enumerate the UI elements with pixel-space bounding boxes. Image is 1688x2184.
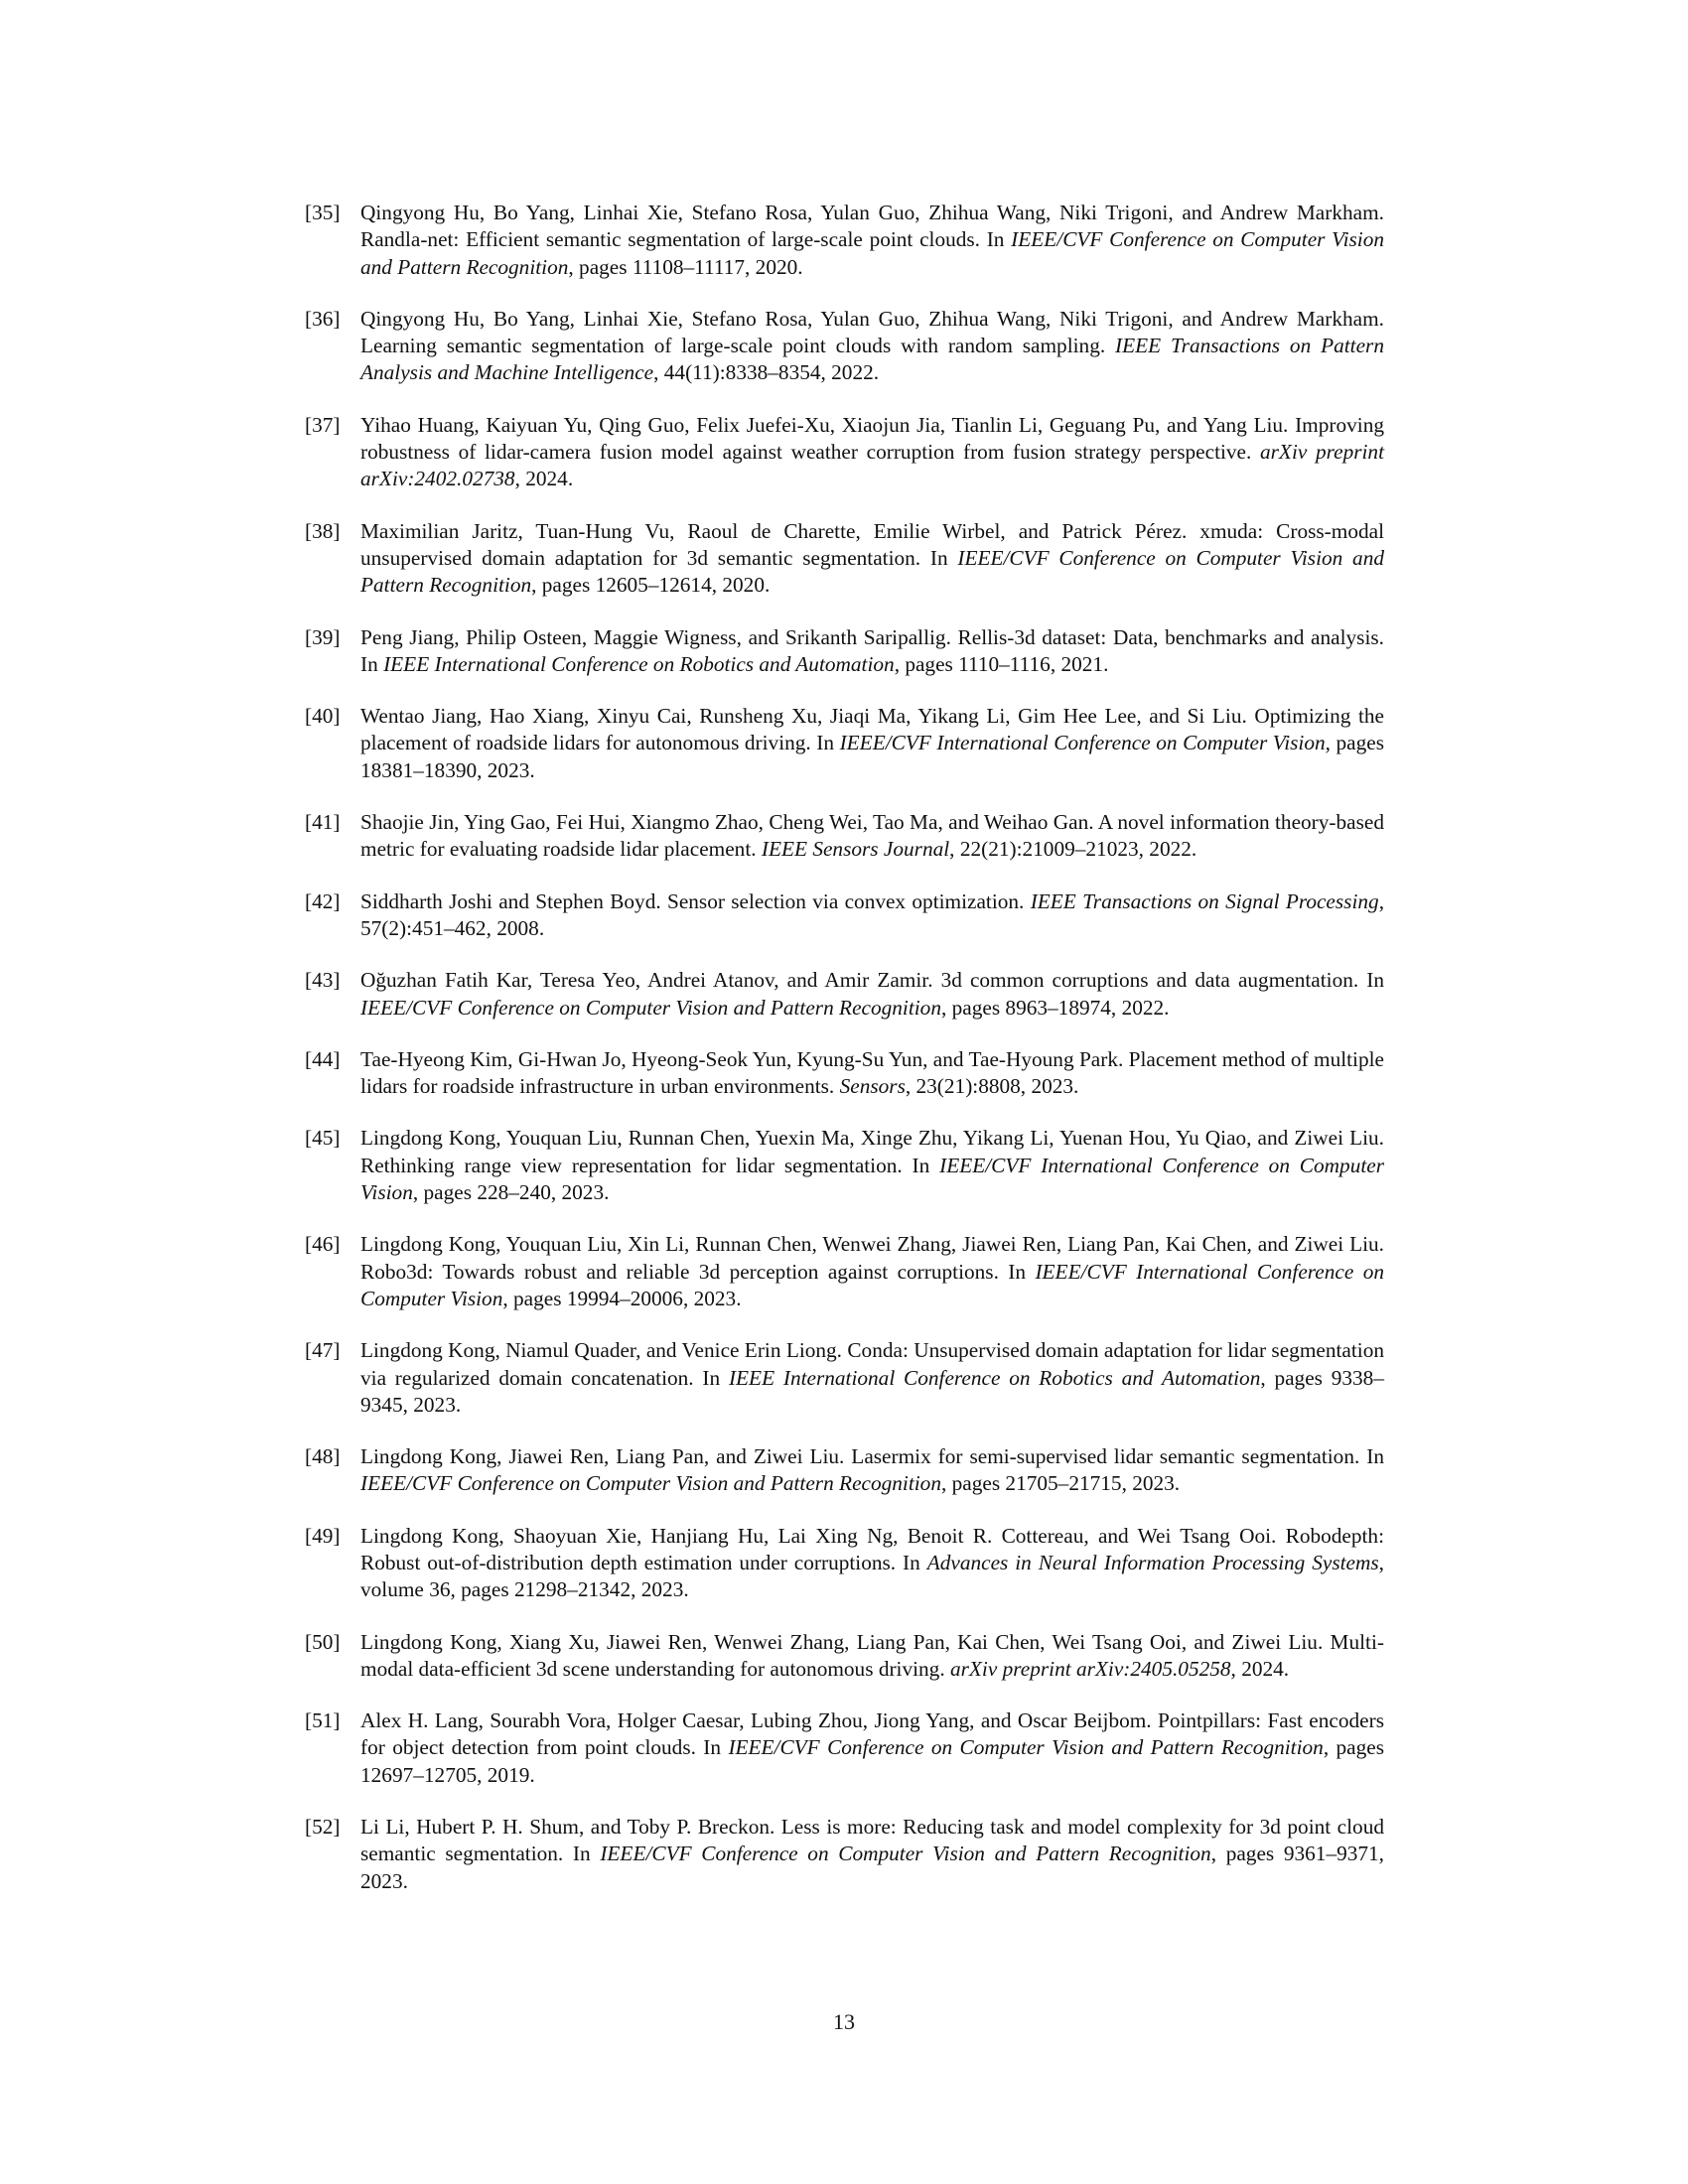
reference-tail: , 44(11):8338–8354, 2022. bbox=[653, 360, 880, 385]
reference-number: [43] bbox=[305, 968, 341, 993]
reference-venue: IEEE/CVF Conference on Computer Vision and Pattern Recognition bbox=[360, 545, 1384, 598]
reference-entry bbox=[305, 1125, 1384, 1206]
reference-text: Tae-Hyeong Kim, Gi-Hwan Jo, Hyeong-Seok Yun, Kyung-Su Yun, and Tae-Hyoung Park. Placement method of multiple lidars for roadside infrastructure in urban environments. bbox=[360, 1046, 1384, 1099]
reference-number: [36] bbox=[305, 306, 341, 331]
reference-venue: IEEE Sensors Journal bbox=[761, 837, 950, 862]
reference-tail: , pages 21705–21715, 2023. bbox=[940, 1471, 1181, 1496]
reference-entry bbox=[305, 1814, 1384, 1895]
reference-venue: arXiv preprint arXiv:2405.05258 bbox=[949, 1656, 1231, 1681]
reference-number: [48] bbox=[305, 1444, 341, 1469]
reference-venue: Advances in Neural Information Processing Systems bbox=[926, 1550, 1379, 1574]
reference-text: Lingdong Kong, Niamul Quader, and Venice Erin Liong. Conda: Unsupervised domain adaptation for lidar segmentation via regularized domain concatenation. In bbox=[360, 1338, 1384, 1390]
reference-number: [50] bbox=[305, 1629, 341, 1654]
reference-text: Lingdong Kong, Jiawei Ren, Liang Pan, and Ziwei Liu. Lasermix for semi-supervised lidar semantic segmentation. In bbox=[360, 1444, 1384, 1469]
reference-number: [37] bbox=[305, 412, 341, 437]
reference-text: Qingyong Hu, Bo Yang, Linhai Xie, Stefano Rosa, Yulan Guo, Zhihua Wang, Niki Trigoni, and Andrew Markham. Learning semantic segmentation of large-scale point clouds with random sampling. bbox=[360, 306, 1384, 358]
reference-number: [35] bbox=[305, 201, 341, 224]
reference-entry bbox=[305, 1231, 1384, 1312]
reference-venue: IEEE International Conference on Robotics and Automation bbox=[728, 1365, 1261, 1390]
reference-text: Shaojie Jin, Ying Gao, Fei Hui, Xiangmo Zhao, Cheng Wei, Tao Ma, and Weihao Gan. A novel information theory-based metric for evaluating roadside lidar placement. bbox=[360, 810, 1384, 862]
reference-tail: , 57(2):451–462, 2008. bbox=[360, 888, 1385, 940]
reference-text: Wentao Jiang, Hao Xiang, Xinyu Cai, Runsheng Xu, Jiaqi Ma, Yikang Li, Gim Hee Lee, and Si Liu. Optimizing the placement of roadside lidars for autonomous driving. In bbox=[360, 704, 1384, 755]
reference-entry bbox=[305, 624, 1384, 679]
reference-tail: , pages 18381–18390, 2023. bbox=[360, 731, 1384, 782]
reference-number: [40] bbox=[305, 704, 341, 729]
reference-entry bbox=[305, 1337, 1384, 1419]
reference-venue: IEEE/CVF Conference on Computer Vision and Pattern Recognition bbox=[360, 1471, 941, 1496]
reference-number: [39] bbox=[305, 624, 341, 649]
reference-tail: , pages 8963–18974, 2022. bbox=[940, 995, 1170, 1020]
reference-venue: IEEE/CVF Conference on Computer Vision and Pattern Recognition bbox=[600, 1842, 1211, 1866]
reference-tail: , pages 12605–12614, 2020. bbox=[531, 573, 771, 598]
reference-tail: , 22(21):21009–21023, 2022. bbox=[949, 837, 1197, 862]
reference-venue: IEEE/CVF Conference on Computer Vision and Pattern Recognition bbox=[360, 227, 1384, 279]
reference-venue: IEEE Transactions on Pattern Analysis and Machine Intelligence bbox=[360, 334, 1384, 385]
reference-text: Lingdong Kong, Youquan Liu, Runnan Chen, Yuexin Ma, Xinge Zhu, Yikang Li, Yuenan Hou, Yu Qiao, and Ziwei Liu. Rethinking range view representation for lidar segmentation. In bbox=[360, 1126, 1384, 1177]
reference-text: Lingdong Kong, Youquan Liu, Xin Li, Runnan Chen, Wenwei Zhang, Jiawei Ren, Liang Pan, Kai Chen, and Ziwei Liu. Robo3d: Towards robust and reliable 3d perception against corruptions. In bbox=[360, 1232, 1384, 1284]
reference-text: Alex H. Lang, Sourabh Vora, Holger Caesar, Lubing Zhou, Jiong Yang, and Oscar Beijbom. Pointpillars: Fast encoders for object detection from point clouds. In bbox=[360, 1708, 1384, 1760]
reference-tail: , pages 9338–9345, 2023. bbox=[360, 1365, 1384, 1417]
reference-number: [38] bbox=[305, 518, 341, 543]
reference-venue: IEEE/CVF International Conference on Computer Vision bbox=[360, 1153, 1384, 1205]
reference-tail: , 2024. bbox=[1230, 1656, 1290, 1681]
reference-number: [46] bbox=[305, 1232, 341, 1257]
reference-venue: IEEE/CVF International Conference on Computer Vision bbox=[360, 1259, 1384, 1310]
reference-tail: , pages 19994–20006, 2023. bbox=[502, 1286, 742, 1310]
reference-number: [44] bbox=[305, 1046, 341, 1071]
reference-entry bbox=[305, 1443, 1384, 1498]
reference-number: [51] bbox=[305, 1708, 341, 1733]
reference-entry bbox=[305, 1629, 1384, 1684]
reference-venue: IEEE/CVF Conference on Computer Vision and Pattern Recognition bbox=[728, 1735, 1324, 1760]
reference-text: Peng Jiang, Philip Osteen, Maggie Wigness, and Srikanth Saripallig. Rellis-3d dataset: Data, benchmarks and analysis. In bbox=[360, 624, 1384, 676]
reference-tail: , pages 228–240, 2023. bbox=[412, 1180, 610, 1205]
reference-entry bbox=[305, 967, 1384, 1022]
reference-venue: IEEE Transactions on Signal Processing bbox=[1030, 888, 1379, 913]
reference-entry bbox=[305, 1523, 1384, 1604]
reference-entry bbox=[305, 1707, 1384, 1789]
reference-text: Yihao Huang, Kaiyuan Yu, Qing Guo, Felix Juefei-Xu, Xiaojun Jia, Tianlin Li, Geguang Pu, and Yang Liu. Improving robustness of lidar-camera fusion model against weather corruption from fusion strategy perspective. bbox=[360, 412, 1384, 465]
reference-entry bbox=[305, 306, 1384, 387]
reference-number: [41] bbox=[305, 810, 341, 835]
reference-number: [49] bbox=[305, 1523, 341, 1548]
reference-entry bbox=[305, 518, 1384, 600]
reference-venue: Sensors bbox=[839, 1074, 906, 1099]
reference-entry bbox=[305, 888, 1384, 943]
reference-tail: , pages 12697–12705, 2019. bbox=[360, 1735, 1385, 1787]
reference-number: [45] bbox=[305, 1126, 341, 1151]
reference-entry bbox=[305, 200, 1384, 281]
reference-venue: arXiv preprint arXiv:2402.02738 bbox=[360, 440, 1384, 491]
reference-venue: IEEE/CVF Conference on Computer Vision and Pattern Recognition bbox=[360, 995, 941, 1020]
reference-text: Lingdong Kong, Xiang Xu, Jiawei Ren, Wenwei Zhang, Liang Pan, Kai Chen, Wei Tsang Ooi, and Ziwei Liu. Multi-modal data-efficient 3d scene understanding for autonomous driving. bbox=[360, 1629, 1384, 1681]
reference-text: Lingdong Kong, Shaoyuan Xie, Hanjiang Hu, Lai Xing Ng, Benoit R. Cottereau, and Wei Tsang Ooi. Robodepth: Robust out-of-distribution depth estimation under corruptions. In bbox=[360, 1523, 1384, 1574]
reference-list bbox=[305, 200, 1384, 1920]
reference-tail: , pages 1110–1116, 2021. bbox=[894, 651, 1109, 676]
reference-venue: IEEE/CVF International Conference on Computer Vision bbox=[839, 731, 1326, 755]
reference-entry bbox=[305, 703, 1384, 784]
reference-entry bbox=[305, 809, 1384, 864]
reference-entry bbox=[305, 412, 1384, 493]
reference-tail: , volume 36, pages 21298–21342, 2023. bbox=[360, 1550, 1384, 1602]
reference-text: Siddharth Joshi and Stephen Boyd. Sensor selection via convex optimization. bbox=[360, 888, 1031, 913]
reference-text: Li Li, Hubert P. H. Shum, and Toby P. Breckon. Less is more: Reducing task and model complexity for 3d point cloud semantic segmentation. In bbox=[360, 1815, 1384, 1866]
reference-tail: , 2024. bbox=[514, 467, 574, 491]
reference-text: Oğuzhan Fatih Kar, Teresa Yeo, Andrei Atanov, and Amir Zamir. 3d common corruptions and data augmentation. In bbox=[360, 968, 1384, 993]
reference-venue: IEEE International Conference on Robotics and Automation bbox=[383, 651, 895, 676]
reference-tail: , pages 9361–9371, 2023. bbox=[360, 1842, 1385, 1893]
reference-number: [42] bbox=[305, 888, 341, 913]
reference-entry bbox=[305, 1046, 1384, 1101]
reference-number: [47] bbox=[305, 1338, 341, 1363]
page-number: 13 bbox=[833, 2009, 855, 2034]
reference-text: Maximilian Jaritz, Tuan-Hung Vu, Raoul de Charette, Emilie Wirbel, and Patrick Pérez. xmuda: Cross-modal unsupervised domain adaptation for 3d semantic segmentation. In bbox=[360, 518, 1384, 570]
reference-text: Qingyong Hu, Bo Yang, Linhai Xie, Stefano Rosa, Yulan Guo, Zhihua Wang, Niki Trigoni, and Andrew Markham. Randla-net: Efficient semantic segmentation of large-scale point clouds. In bbox=[360, 201, 1384, 252]
reference-tail: , 23(21):8808, 2023. bbox=[905, 1074, 1079, 1099]
reference-number: [52] bbox=[305, 1815, 341, 1840]
reference-tail: , pages 11108–11117, 2020. bbox=[568, 254, 803, 279]
